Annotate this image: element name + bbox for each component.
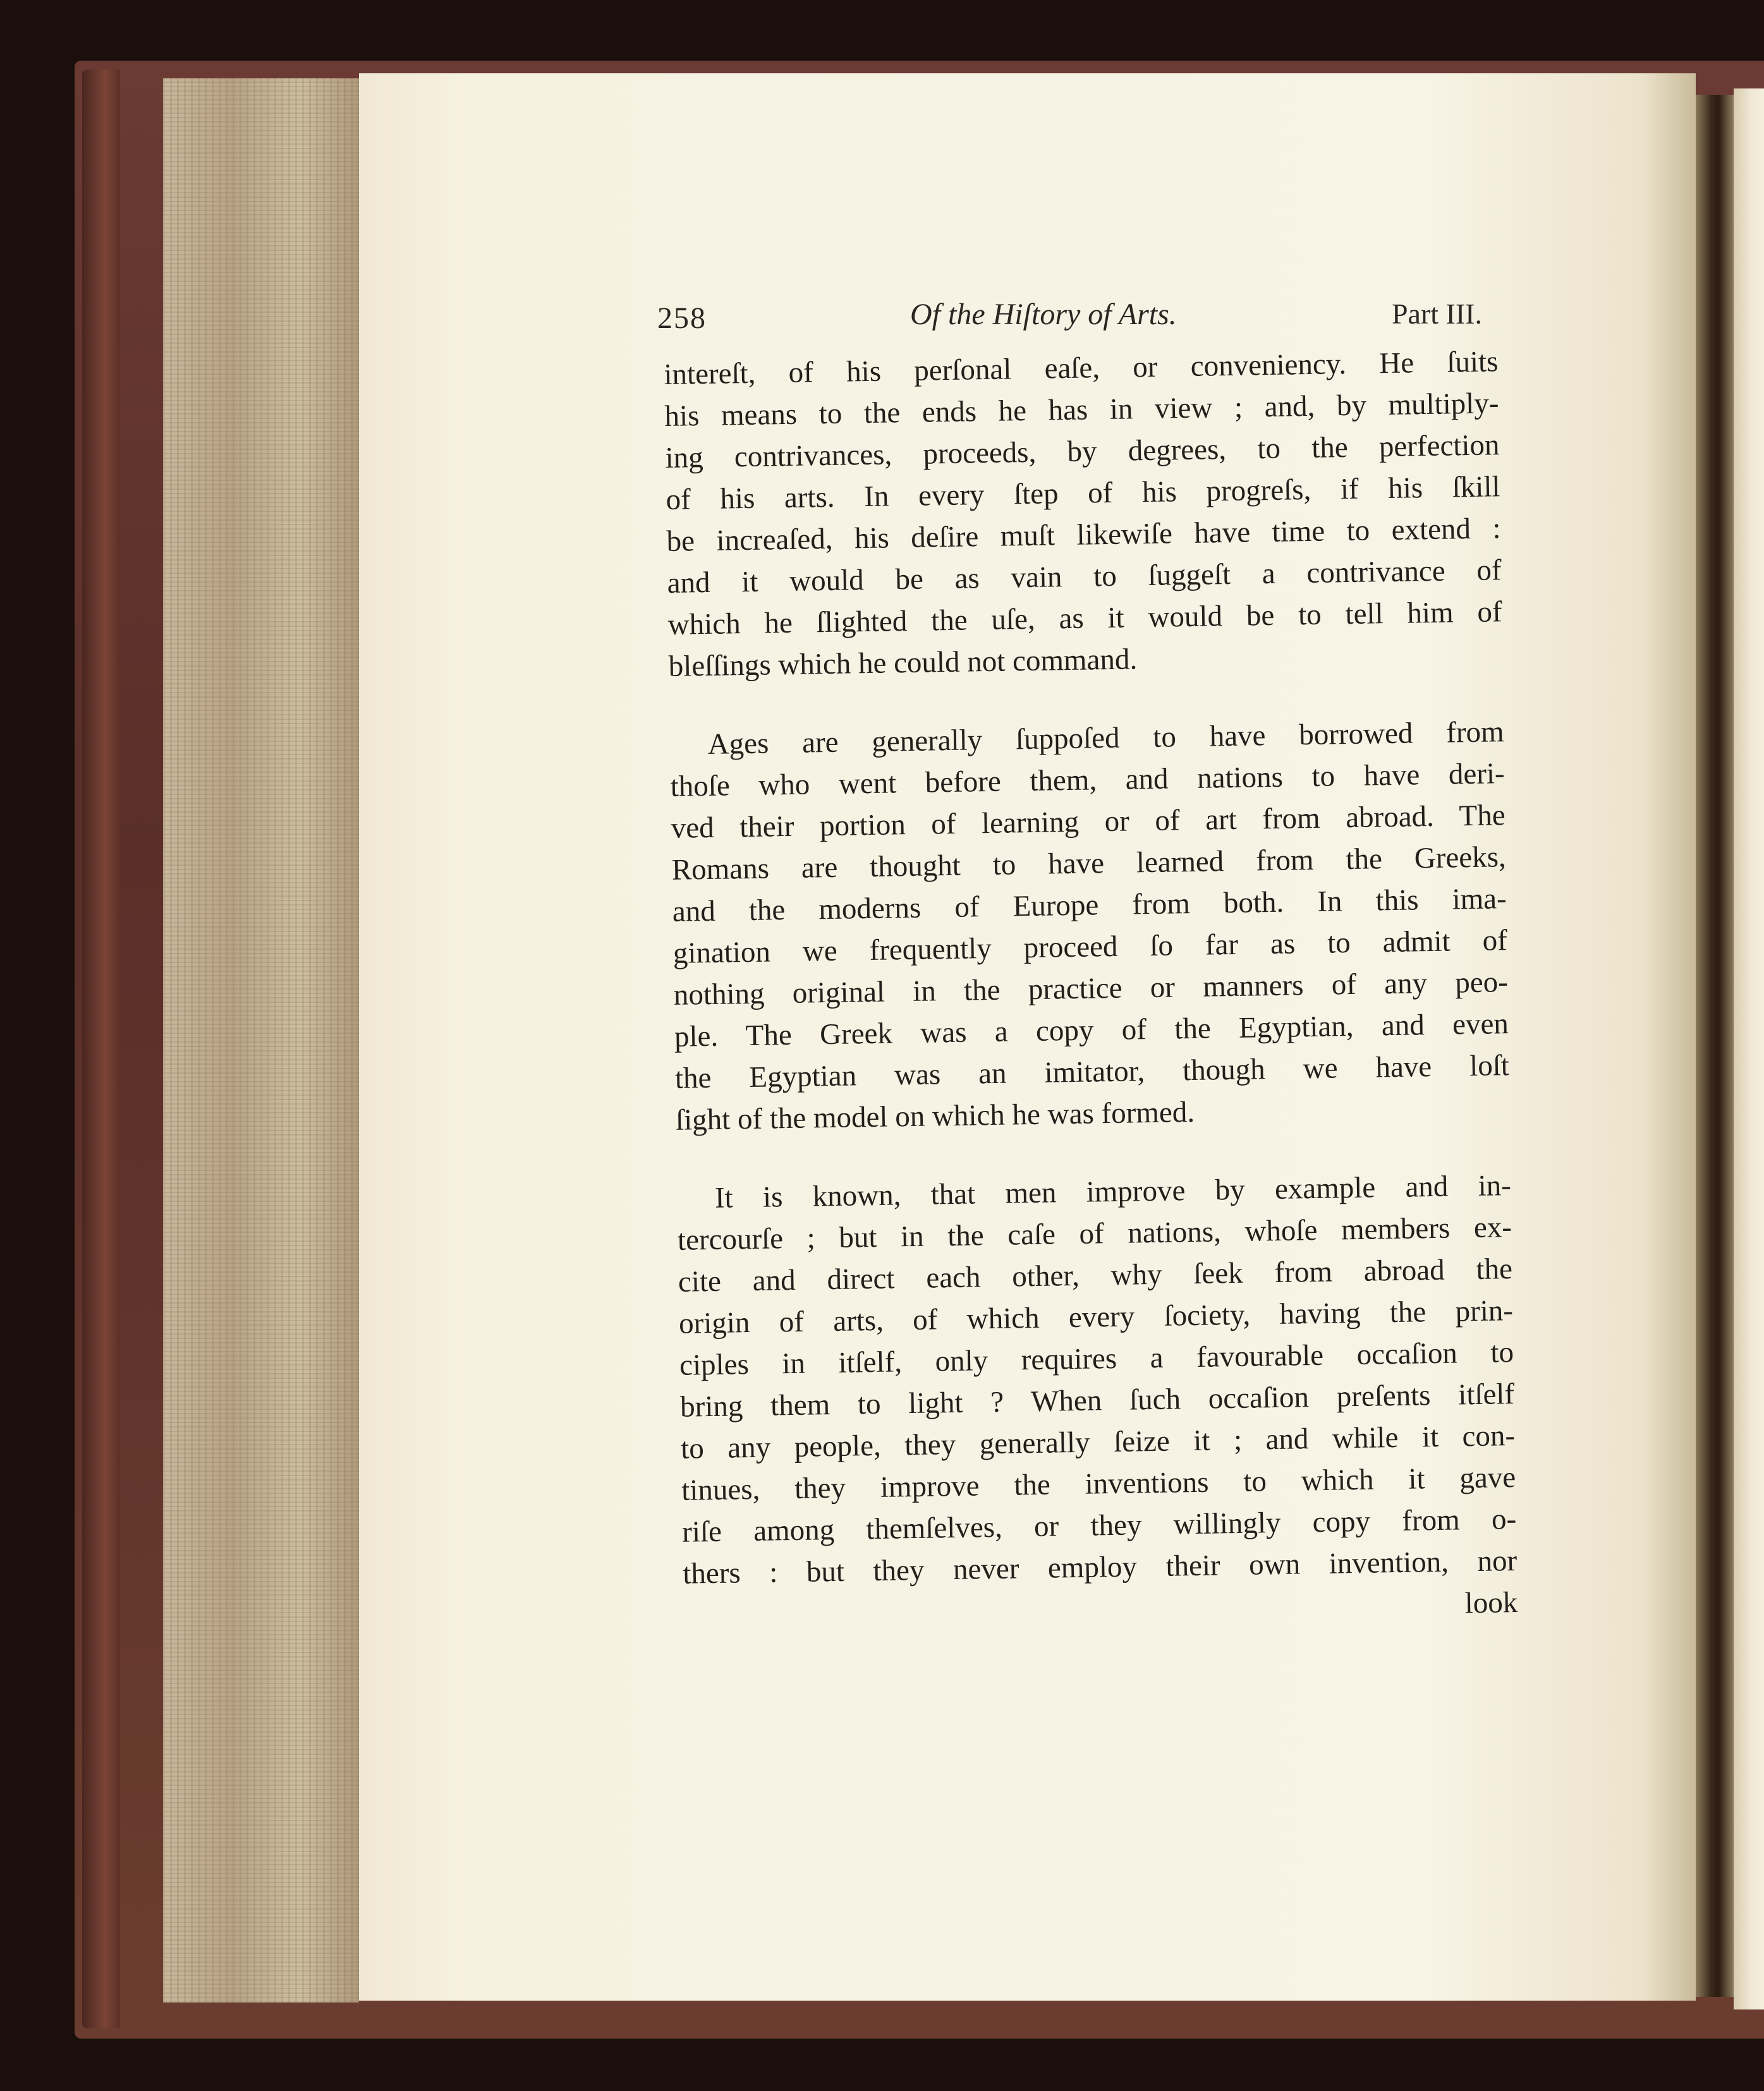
text-line: thers : but they never employ their own invention, nor: [682, 1544, 1518, 1591]
text-line: nothing original in the practice or manners of any peo-: [673, 966, 1509, 1012]
text-line: tinues, they improve the inventions to which it gave: [681, 1461, 1516, 1507]
page-number: 258: [657, 301, 707, 335]
text-line: ved their portion of learning or of art from abroad. The: [671, 799, 1506, 845]
text-line: ing contrivances, proceeds, by degrees, to the perfection: [665, 428, 1500, 475]
text-line: his means to the ends he has in view ; and, by multiply-: [664, 387, 1499, 433]
cover-spine-edge: [82, 70, 120, 2028]
text-line: of his arts. In every ſtep of his progreſs, if his ſkill: [666, 470, 1500, 516]
text-line: which he ſlighted the uſe, as it would be to tell him of: [667, 595, 1502, 641]
text-line: ple. The Greek was a copy of the Egyptian, and even: [674, 1007, 1509, 1053]
paragraph-2: [669, 711, 1510, 1141]
text-line: tercourſe ; but in the caſe of nations, whoſe members ex-: [677, 1211, 1512, 1257]
text-line: cite and direct each other, why ſeek from abroad the: [678, 1252, 1513, 1299]
text-line: origin of arts, of which every ſociety, having the prin-: [678, 1294, 1514, 1340]
text-line: be increaſed, his deſire muſt likewiſe have time to extend :: [666, 512, 1501, 558]
running-head-title: Of the Hiſtory of Arts.: [910, 298, 1177, 331]
running-head: [657, 292, 1482, 342]
text-line: the Egyptian was an imitator, though we have loſt: [674, 1049, 1510, 1095]
text-line: thoſe who went before them, and nations to have deri-: [670, 757, 1505, 803]
text-line: intereſt, of his perſonal eaſe, or conveniency. He ſuits: [664, 345, 1499, 391]
text-line: riſe among themſelves, or they willingly copy from o-: [681, 1503, 1517, 1549]
text-line: and the moderns of Europe from both. In this ima-: [672, 882, 1507, 928]
paragraph-1: [664, 341, 1503, 688]
text-line: bleſſings which he could not command.: [668, 643, 1138, 683]
text-line: and it would be as vain to ſuggeſt a contrivance of: [667, 554, 1502, 600]
right-page-edge: [1734, 88, 1764, 2009]
book-gutter: [1696, 95, 1734, 1997]
text-line: It is known, that men improve by example and in-: [714, 1169, 1512, 1215]
body-text: [664, 341, 1518, 1636]
text-line: Romans are thought to have learned from the Greeks,: [671, 840, 1507, 887]
text-line: Ages are generally ſuppoſed to have borrowed from: [707, 715, 1504, 761]
text-line: ſight of the model on which he was formed.: [675, 1095, 1195, 1137]
text-line: gination we frequently proceed ſo far as to admit of: [672, 924, 1508, 970]
catchword: look: [1464, 1586, 1518, 1620]
text-line: to any people, they generally ſeize it ; and while it con-: [680, 1419, 1516, 1465]
paragraph-3: [676, 1165, 1517, 1595]
text-line: bring them to light ? When ſuch occaſion preſents itſelf: [679, 1378, 1515, 1424]
text-line: ciples in itſelf, only requires a favourable occaſion to: [679, 1336, 1514, 1382]
part-label: Part III.: [1391, 298, 1482, 330]
page-block-texture: [163, 78, 359, 2003]
